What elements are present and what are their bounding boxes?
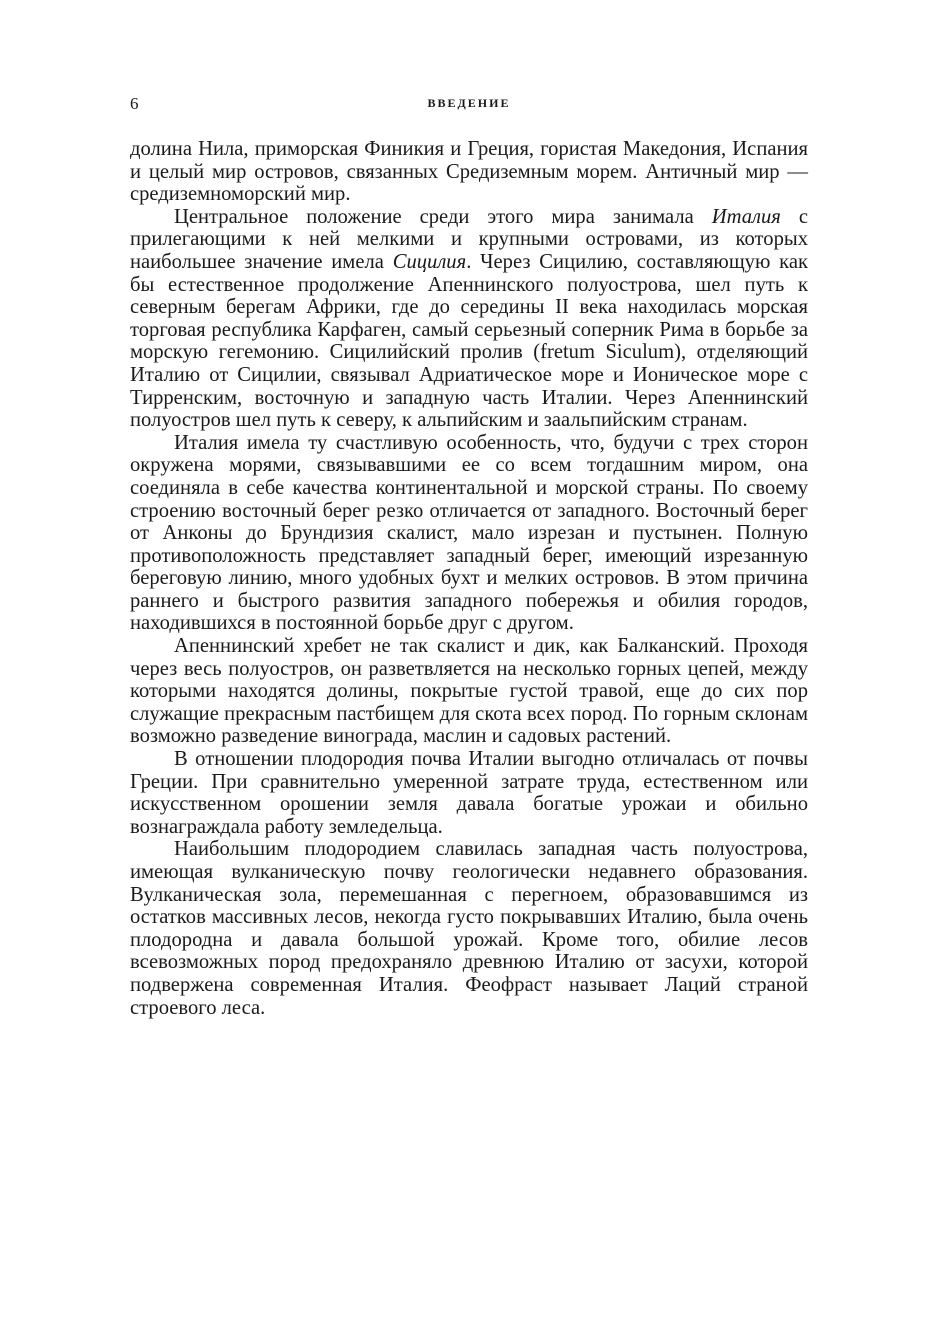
paragraph-text: Центральное положение среди этого мира занимала [174, 205, 712, 228]
body-text [130, 138, 808, 1019]
paragraph [130, 635, 808, 748]
section-title: ВВЕДЕНИЕ [427, 96, 511, 110]
paragraph-text: . Через Сицилию, составляющую как бы естественное продолжение Апеннинского полуострова, шел путь к северным берегам Африки, где до середины II века находилась морская торговая республика Карфаген, самый серьезный соперник Рима в борьбе за морскую гегемонию. Сицилийский пролив (fretum Siculum), отделяющий Италию от Сицилии, связывал Адриатическое море и Ионическое море с Тирренским, восточную и западную часть Италии. Через Апеннинский полуостров шел путь к северу, к альпийским и заальпийским странам. [130, 250, 809, 432]
paragraph [130, 432, 808, 635]
paragraph [130, 138, 808, 206]
italic-term: Италия [711, 205, 781, 228]
paragraph [130, 206, 808, 432]
paragraph-text: Италия имела ту счастливую особенность, что, будучи с трех сторон окружена морями, связывавшими ее со всем тогдашним миром, она соединяла в себе качества континентальной и морской страны. По своему строению восточный берег резко отличается от западного. Восточный берег от Анконы до Брундизия скалист, мало изрезан и пустынен. Полную противоположность представляет западный берег, имеющий изрезанную береговую линию, много удобных бухт и мелких островов. В этом причина раннего и быстрого развития западного побережья и обилия городов, находившихся в постоянной борьбе друг с другом. [130, 431, 808, 635]
paragraph-text: с прилегающими к ней мелкими и крупными островами, из которых наибольшее значение имела [130, 205, 808, 273]
paragraph-text: долина Нила, приморская Финикия и Греция, гористая Македония, Испания и целый мир островов, связанных Средиземным морем. Античный мир — средиземноморский мир. [130, 138, 808, 206]
paragraph [130, 748, 808, 838]
paragraph-text: Наибольшим плодородием славилась западная часть полуострова, имеющая вулканическую почву геологически недавнего образования. Вулканическая зола, перемешанная с перегноем, образовавшимся из остатков массивных лесов, некогда густо покрывавших Италию, была очень плодородна и давала большой урожай. Кроме того, обилие лесов всевозможных пород предохраняло древнюю Италию от засухи, которой подвержена современная Италия. Феофраст называет Лаций страной строевого леса. [130, 838, 808, 1019]
italic-term: Сицилия [392, 250, 467, 273]
paragraph-text: Апеннинский хребет не так скалист и дик, как Балканский. Проходя через весь полуостров, он разветвляется на несколько горных цепей, между которыми находятся долины, покрытые густой травой, еще до сих пор служащие прекрасным пастбищем для скота всех пород. По горным склонам возможно разведение винограда, маслин и садовых растений. [130, 635, 808, 748]
page-number: 6 [130, 94, 139, 113]
running-header [130, 94, 808, 120]
paragraph [130, 838, 808, 1019]
book-page [130, 94, 808, 1019]
paragraph-text: В отношении плодородия почва Италии выгодно отличалась от почвы Греции. При сравнительно умеренной затрате труда, естественном или искусственном орошении земля давала богатые урожаи и обильно вознаграждала работу земледельца. [130, 748, 808, 838]
